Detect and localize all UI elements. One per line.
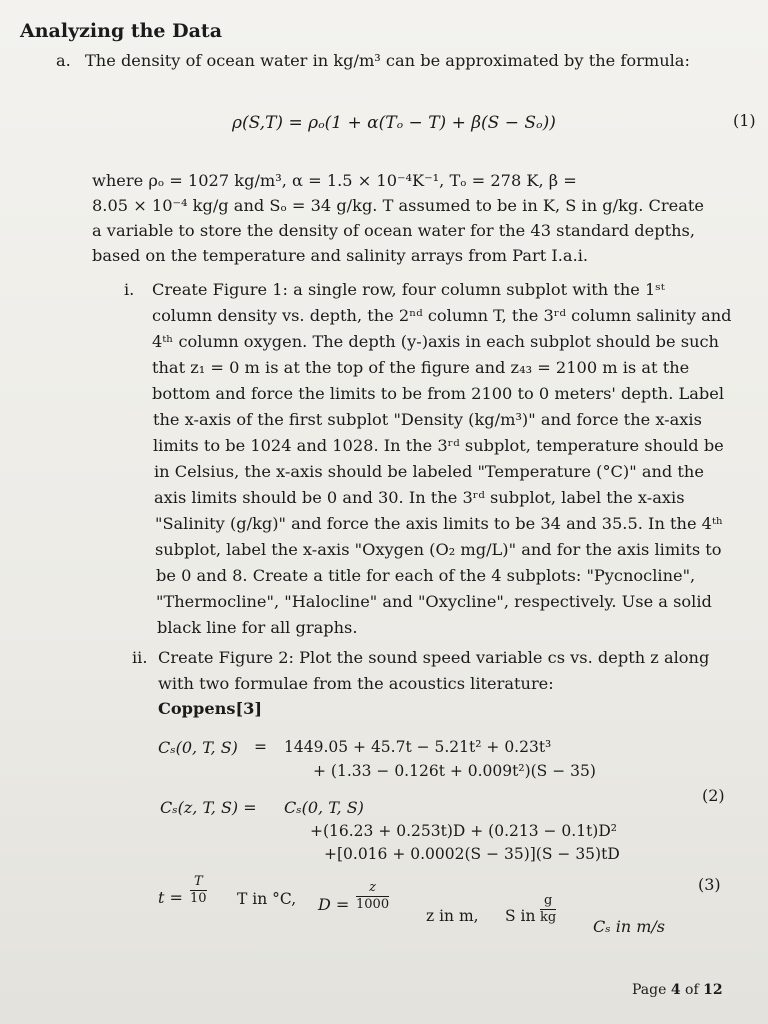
s-fraction-denominator: kg bbox=[540, 910, 557, 925]
t-unit-note: T in °C, bbox=[237, 890, 297, 908]
item-i-line: the x-axis of the first subplot "Density (kg/m³)" and force the x-axis bbox=[153, 410, 702, 429]
d-definition-lhs: D = bbox=[318, 895, 350, 914]
item-i-line: column density vs. depth, the 2ⁿᵈ column T, the 3ʳᵈ column salinity and bbox=[152, 306, 732, 325]
density-formula: ρ(S,T) = ρₒ(1 + α(Tₒ − T) + β(S − Sₒ)) bbox=[232, 113, 556, 133]
equation-number-2: (2) bbox=[702, 786, 725, 805]
eq2-line-1: 1449.05 + 45.7t − 5.21t² + 0.23t³ bbox=[284, 738, 552, 756]
equation-number-3: (3) bbox=[698, 875, 721, 894]
equation-number-1: (1) bbox=[733, 111, 756, 130]
item-a-line: a variable to store the density of ocean water for the 43 standard depths, bbox=[92, 221, 695, 240]
item-i-line: black line for all graphs. bbox=[157, 618, 358, 637]
t-fraction bbox=[190, 874, 207, 907]
eq3-line-1: Cₛ(0, T, S) bbox=[284, 798, 364, 817]
coppens-reference: Coppens[3] bbox=[158, 699, 263, 718]
d-fraction-denominator: 1000 bbox=[356, 897, 390, 912]
eq3-lhs: Cₛ(z, T, S) = bbox=[160, 798, 257, 817]
s-unit-note: S in bbox=[505, 907, 536, 925]
page-footer bbox=[632, 982, 723, 998]
item-i-marker: i. bbox=[124, 280, 135, 299]
eq2-lhs: Cₛ(0, T, S) bbox=[158, 738, 238, 757]
page-prefix: Page bbox=[632, 982, 671, 998]
item-ii-marker: ii. bbox=[132, 648, 148, 667]
item-a-marker: a. bbox=[56, 51, 71, 70]
item-ii-line: with two formulae from the acoustics literature: bbox=[158, 674, 554, 693]
t-fraction-denominator: 10 bbox=[190, 891, 207, 906]
item-i-line: "Salinity (g/kg)" and force the axis limits to be 34 and 35.5. In the 4ᵗʰ bbox=[155, 514, 723, 533]
eq3-line-3: +[0.016 + 0.0002(S − 35)](S − 35)tD bbox=[324, 845, 620, 863]
item-a-line: based on the temperature and salinity arrays from Part I.a.i. bbox=[92, 246, 589, 265]
eq2-line-2: + (1.33 − 0.126t + 0.009t²)(S − 35) bbox=[313, 762, 596, 780]
s-fraction-numerator: g bbox=[540, 893, 556, 910]
item-i-line: in Celsius, the x-axis should be labeled "Temperature (°C)" and the bbox=[154, 462, 704, 481]
t-definition-lhs: t = bbox=[158, 888, 183, 907]
eq3-line-2: +(16.23 + 0.253t)D + (0.213 − 0.1t)D² bbox=[310, 822, 617, 840]
item-i-line: that z₁ = 0 m is at the top of the figure and z₄₃ = 2100 m is at the bbox=[152, 358, 690, 377]
z-unit-note: z in m, bbox=[426, 907, 479, 925]
cs-unit-note: Cₛ in m/s bbox=[593, 917, 665, 936]
item-i-line: limits to be 1024 and 1028. In the 3ʳᵈ subplot, temperature should be bbox=[153, 436, 724, 455]
item-i-line: subplot, label the x-axis "Oxygen (O₂ mg/L)" and for the axis limits to bbox=[155, 540, 722, 559]
item-i-line: "Thermocline", "Halocline" and "Oxycline", respectively. Use a solid bbox=[156, 592, 712, 611]
page-of: of bbox=[680, 982, 704, 998]
item-i-line: axis limits should be 0 and 30. In the 3ʳᵈ subplot, label the x-axis bbox=[154, 488, 685, 507]
d-fraction-numerator: z bbox=[356, 880, 389, 897]
page-number: 4 bbox=[670, 982, 681, 998]
item-ii-line: Create Figure 2: Plot the sound speed variable cs vs. depth z along bbox=[158, 648, 710, 667]
s-fraction bbox=[540, 893, 556, 926]
item-i-line: 4ᵗʰ column oxygen. The depth (y-)axis in each subplot should be such bbox=[152, 332, 719, 351]
page-total: 12 bbox=[703, 982, 723, 998]
d-fraction bbox=[356, 880, 389, 913]
item-i-line: bottom and force the limits to be from 2100 to 0 meters' depth. Label bbox=[152, 384, 725, 403]
section-heading: Analyzing the Data bbox=[20, 20, 223, 42]
item-i-line: Create Figure 1: a single row, four column subplot with the 1ˢᵗ bbox=[152, 280, 665, 299]
eq2-equals: = bbox=[254, 738, 267, 756]
item-a-line: where ρₒ = 1027 kg/m³, α = 1.5 × 10⁻⁴K⁻¹, Tₒ = 278 K, β = bbox=[92, 171, 577, 190]
item-a-line: 8.05 × 10⁻⁴ kg/g and Sₒ = 34 g/kg. T assumed to be in K, S in g/kg. Create bbox=[92, 196, 704, 215]
item-a-intro: The density of ocean water in kg/m³ can be approximated by the formula: bbox=[85, 51, 690, 70]
item-i-line: be 0 and 8. Create a title for each of the 4 subplots: "Pycnocline", bbox=[156, 566, 696, 585]
t-fraction-numerator: T bbox=[190, 874, 207, 891]
